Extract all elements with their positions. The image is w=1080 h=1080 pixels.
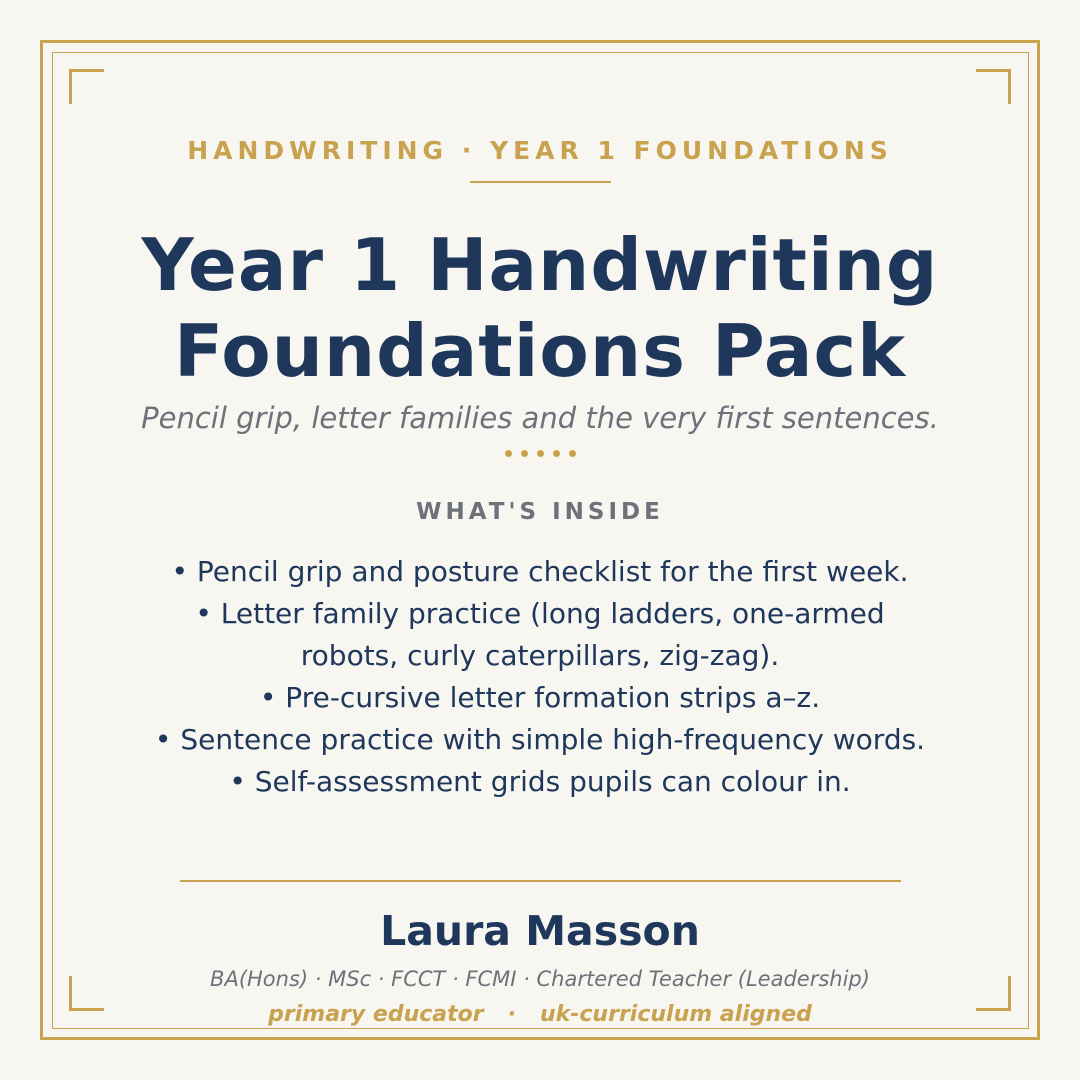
list-item: • Letter family practice (long ladders, one-armed robots, curly caterpillars, zig-zag). bbox=[195, 597, 885, 672]
list-item: • Pre-cursive letter formation strips a–z. bbox=[259, 681, 821, 714]
title-line-2: Foundations Pack bbox=[173, 309, 907, 393]
tag-separator: · bbox=[507, 1002, 516, 1027]
dot-divider bbox=[0, 450, 1080, 457]
author-name: Laura Masson bbox=[380, 907, 700, 955]
tag-curriculum: uk-curriculum aligned bbox=[539, 1002, 812, 1027]
kicker-divider bbox=[470, 181, 611, 183]
section-heading: WHAT'S INSIDE bbox=[416, 499, 664, 525]
page-title bbox=[0, 222, 1080, 394]
tag-primary-educator: primary educator bbox=[268, 1002, 484, 1027]
footer-divider bbox=[180, 880, 901, 882]
subtitle: Pencil grip, letter families and the very first sentences. bbox=[141, 401, 939, 435]
divider-dot bbox=[537, 450, 544, 457]
corner-ornament-top-right bbox=[976, 69, 1011, 104]
divider-dot bbox=[569, 450, 576, 457]
tagline bbox=[0, 1001, 1080, 1029]
inner-border bbox=[52, 52, 1029, 1029]
list-item: • Pencil grip and posture checklist for the first week. bbox=[171, 555, 909, 588]
list-item: • Self-assessment grids pupils can colour in. bbox=[229, 765, 851, 798]
corner-ornament-top-left bbox=[69, 69, 104, 104]
list-item: • Sentence practice with simple high-frequency words. bbox=[154, 723, 926, 756]
contents-list bbox=[0, 551, 1080, 803]
divider-dot bbox=[505, 450, 512, 457]
author-credentials: BA(Hons) · MSc · FCCT · FCMI · Chartered Teacher (Leadership) bbox=[210, 967, 870, 991]
kicker-label: HANDWRITING · YEAR 1 FOUNDATIONS bbox=[187, 136, 893, 165]
title-line-1: Year 1 Handwriting bbox=[141, 223, 939, 307]
divider-dot bbox=[521, 450, 528, 457]
divider-dot bbox=[553, 450, 560, 457]
